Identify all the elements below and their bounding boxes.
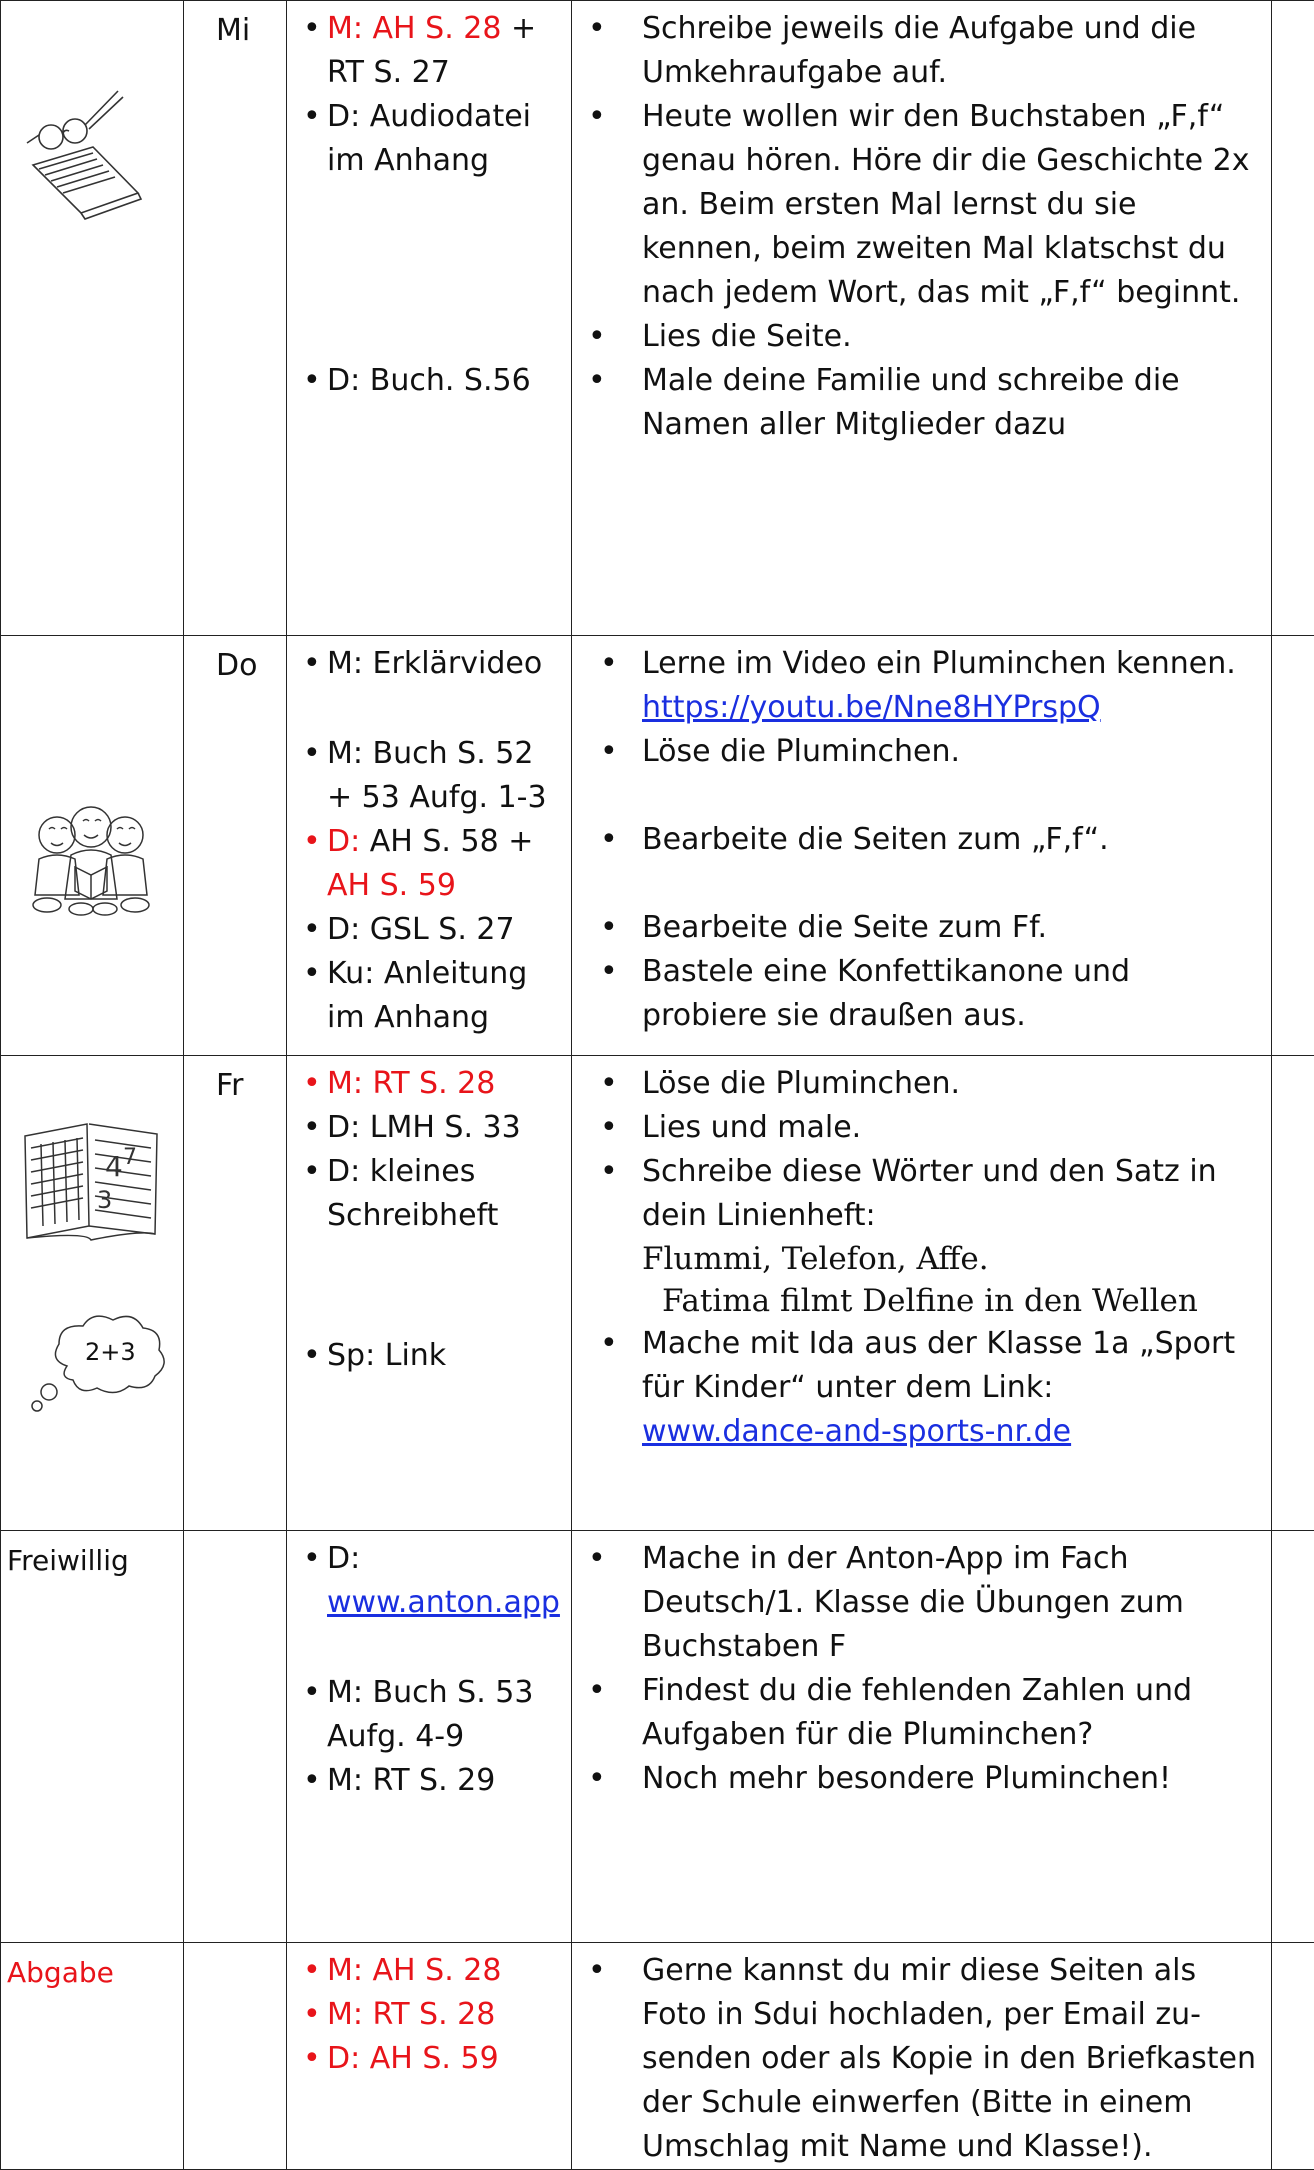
row-fr bbox=[1, 1056, 1314, 1531]
material-item: • M: RT S. 28 bbox=[297, 1993, 567, 2037]
material-item: • D: AH S. 58 + AH S. 59 bbox=[297, 820, 567, 908]
task-item: • Lerne im Video ein Pluminchen kennen. https://youtu.be/Nne8HYPrspQ bbox=[582, 642, 1263, 730]
task-item: • Löse die Pluminchen. bbox=[582, 1062, 1263, 1106]
handwriting-sentence: Fatima filmt Delfine in den Wellen bbox=[582, 1280, 1263, 1322]
empty-cell bbox=[1272, 636, 1314, 1056]
task-item: • Noch mehr besondere Pluminchen! bbox=[582, 1757, 1263, 1801]
thought-bubble-icon bbox=[27, 1306, 177, 1416]
materials-mi bbox=[287, 1, 572, 636]
label-abgabe: Abgabe bbox=[1, 1943, 184, 2170]
children-reading-icon bbox=[21, 801, 161, 921]
empty-cell bbox=[1272, 1943, 1314, 2170]
material-item: • M: AH S. 28 + RT S. 27 bbox=[297, 7, 567, 95]
materials-do bbox=[287, 636, 572, 1056]
glasses-book-icon bbox=[23, 81, 163, 221]
icon-cell-mi bbox=[1, 1, 184, 636]
task-item: • Mache in der Anton-App im Fach Deutsch/1. Klasse die Übungen zum Buchstaben F bbox=[582, 1537, 1263, 1669]
material-item: • D: LMH S. 33 bbox=[297, 1106, 567, 1150]
empty-cell bbox=[184, 1943, 287, 2170]
material-item: • D: AH S. 59 bbox=[297, 2037, 567, 2081]
empty-cell bbox=[184, 1531, 287, 1943]
label-freiwillig: Freiwillig bbox=[1, 1531, 184, 1943]
task-item: • Lies und male. bbox=[582, 1106, 1263, 1150]
task-item: • Schreibe jeweils die Aufgabe und die Umkehraufgabe auf. bbox=[582, 7, 1263, 95]
task-item: • Lies die Seite. bbox=[582, 315, 1263, 359]
task-item: • Male deine Familie und schreibe die Namen aller Mitglieder dazu bbox=[582, 359, 1263, 447]
svg-text:3: 3 bbox=[97, 1186, 112, 1214]
material-item: • Ku: Anleitung im Anhang bbox=[297, 952, 567, 1040]
task-item: • Bearbeite die Seiten zum „F,f“. bbox=[582, 818, 1263, 862]
material-item: • D: kleines Schreibheft bbox=[297, 1150, 567, 1238]
tasks-do bbox=[572, 636, 1272, 1056]
materials-freiwillig bbox=[287, 1531, 572, 1943]
material-item: • Sp: Link bbox=[297, 1334, 567, 1378]
empty-cell bbox=[1272, 1, 1314, 636]
day-label-fr: Fr bbox=[184, 1056, 287, 1531]
row-freiwillig bbox=[1, 1531, 1314, 1943]
material-item: • D: www.anton.app bbox=[297, 1537, 567, 1625]
icon-cell-do bbox=[1, 636, 184, 1056]
task-item: • Löse die Pluminchen. bbox=[582, 730, 1263, 774]
task-item: • Findest du die fehlenden Zahlen und Aufgaben für die Pluminchen? bbox=[582, 1669, 1263, 1757]
svg-text:7: 7 bbox=[123, 1145, 137, 1170]
material-item: • D: Buch. S.56 bbox=[297, 359, 567, 403]
material-item: • D: Audiodatei im Anhang bbox=[297, 95, 567, 183]
material-item: • M: RT S. 29 bbox=[297, 1759, 567, 1803]
video-link[interactable]: https://youtu.be/Nne8HYPrspQ bbox=[642, 690, 1101, 725]
task-item: • Bastele eine Konfettikanone und probiere sie draußen aus. bbox=[582, 950, 1263, 1038]
empty-cell bbox=[1272, 1531, 1314, 1943]
material-item: • M: RT S. 28 bbox=[297, 1062, 567, 1106]
empty-cell bbox=[1272, 1056, 1314, 1531]
tasks-mi bbox=[572, 1, 1272, 636]
materials-fr bbox=[287, 1056, 572, 1531]
material-item: • M: AH S. 28 bbox=[297, 1949, 567, 1993]
day-label-mi: Mi bbox=[184, 1, 287, 636]
task-item: • Heute wollen wir den Buchstaben „F,f“ genau hören. Höre dir die Geschichte 2x an. Beim ersten Mal lernst du sie kennen, beim zweiten Mal klatschst du nach jedem Wort, das mit „F,f“ beginnt. bbox=[582, 95, 1263, 315]
task-item: • Bearbeite die Seite zum Ff. bbox=[582, 906, 1263, 950]
day-label-do: Do bbox=[184, 636, 287, 1056]
material-item: • M: Buch S. 53 Aufg. 4-9 bbox=[297, 1671, 567, 1759]
row-mi bbox=[1, 1, 1314, 636]
anton-link[interactable]: www.anton.app bbox=[327, 1585, 560, 1620]
task-item: • Gerne kannst du mir diese Seiten als Foto in Sdui hochladen, per Email zu-senden oder als Kopie in den Briefkasten der Schule einwerfen (Bitte in einem Umschlag mit Name und Klasse!). bbox=[582, 1949, 1263, 2169]
material-item: • M: Buch S. 52 + 53 Aufg. 1-3 bbox=[297, 732, 567, 820]
row-do bbox=[1, 636, 1314, 1056]
math-notebook-icon bbox=[17, 1116, 167, 1246]
bubble-text: 2+3 bbox=[85, 1338, 136, 1366]
svg-text:4: 4 bbox=[105, 1150, 123, 1183]
material-item: • D: GSL S. 27 bbox=[297, 908, 567, 952]
material-item: • M: Erklärvideo bbox=[297, 642, 567, 686]
task-item: • Schreibe diese Wörter und den Satz in dein Linienheft: bbox=[582, 1150, 1263, 1238]
row-abgabe bbox=[1, 1943, 1314, 2170]
sport-link[interactable]: www.dance-and-sports-nr.de bbox=[642, 1414, 1071, 1449]
handwriting-words: Flummi, Telefon, Affe. bbox=[582, 1238, 1263, 1280]
tasks-freiwillig bbox=[572, 1531, 1272, 1943]
tasks-abgabe bbox=[572, 1943, 1272, 2170]
icon-cell-fr bbox=[1, 1056, 184, 1531]
tasks-fr bbox=[572, 1056, 1272, 1531]
materials-abgabe bbox=[287, 1943, 572, 2170]
task-item: • Mache mit Ida aus der Klasse 1a „Sport für Kinder“ unter dem Link: www.dance-and-sports-nr.de bbox=[582, 1322, 1263, 1454]
